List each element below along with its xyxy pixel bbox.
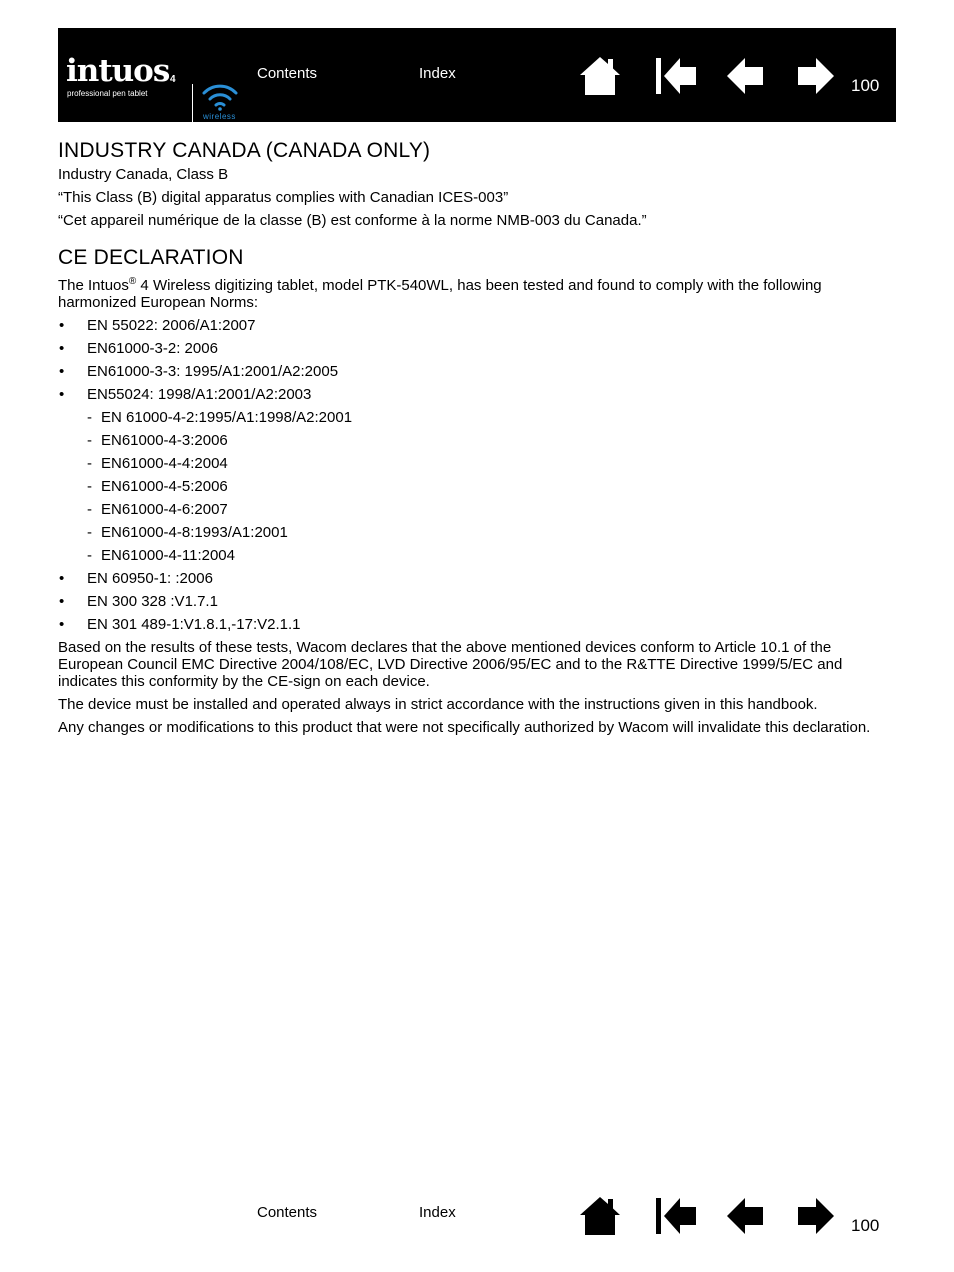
logo-version: 4 [170, 74, 176, 85]
sub-list-item: - EN61000-4-11:2004 [87, 547, 898, 564]
list-item: • EN61000-3-3: 1995/A1:2001/A2:2005 [58, 363, 898, 380]
registered-mark: ® [128, 276, 137, 287]
list-item: • EN61000-3-2: 2006 [58, 340, 898, 357]
footer-home-icon[interactable] [578, 1195, 622, 1237]
next-page-icon[interactable] [796, 55, 840, 97]
section-title-industry-canada: INDUSTRY CANADA (CANADA ONLY) [58, 139, 431, 162]
index-link[interactable]: Index [419, 65, 456, 82]
sub-list-item: - EN 61000-4-2:1995/A1:1998/A2:2001 [87, 409, 898, 426]
contents-link[interactable]: Contents [257, 65, 318, 82]
paragraph: Based on the results of these tests, Wacom declares that the above mentioned devices conform to Article 10.1 of the European Council EMC Directive 2004/108/EC, LVD Directive 2006/95/EC and to the R&TTE Directive 1999/5/EC and indicates this conformity by the CE-sign on each device. [58, 639, 843, 690]
sub-norms-list [87, 409, 898, 564]
footer-nav [58, 1190, 896, 1240]
page-number: 100 [851, 76, 880, 95]
footer-index-link[interactable]: Index [419, 1204, 456, 1221]
main-content [58, 138, 898, 736]
first-page-icon[interactable] [654, 55, 698, 97]
sub-list-item: - EN61000-4-6:2007 [87, 501, 898, 518]
sub-list-item: - EN61000-4-5:2006 [87, 478, 898, 495]
footer-next-page-icon[interactable] [796, 1195, 840, 1237]
footer-previous-page-icon[interactable] [725, 1195, 769, 1237]
footer-page-number: 100 [851, 1216, 880, 1235]
paragraph: “This Class (B) digital apparatus complies with Canadian ICES-003” [58, 189, 509, 206]
logo-wireless-label: wireless [203, 112, 236, 121]
norms-list [58, 317, 898, 633]
intro-text: 4 Wireless digitizing tablet, model PTK-540WL, has been tested and found to comply with the following harmonized European Norms: [58, 277, 822, 311]
sub-list-item: - EN61000-4-8:1993/A1:2001 [87, 524, 898, 541]
footer-first-page-icon[interactable] [654, 1195, 698, 1237]
ce-intro-paragraph [58, 277, 898, 311]
logo-wordmark: intuos [66, 53, 170, 89]
list-item: • EN 60950-1: :2006 [58, 570, 898, 587]
intuos-logo [66, 53, 236, 121]
intro-text: The Intuos [58, 277, 129, 294]
home-icon[interactable] [578, 55, 622, 97]
sub-list-item: - EN61000-4-4:2004 [87, 455, 898, 472]
paragraph: “Cet appareil numérique de la classe (B) est conforme à la norme NMB-003 du Canada.” [58, 212, 647, 229]
paragraph: The device must be installed and operated always in strict accordance with the instructions given in this handbook. [58, 696, 818, 713]
logo-tagline: professional pen tablet [67, 89, 148, 98]
list-item: • EN 301 489-1:V1.8.1,-17:V2.1.1 [58, 616, 898, 633]
paragraph: Any changes or modifications to this product that were not specifically authorized by Wacom will invalidate this declaration. [58, 719, 871, 736]
logo-divider [192, 84, 193, 122]
wireless-icon [200, 81, 240, 111]
previous-page-icon[interactable] [725, 55, 769, 97]
footer-contents-link[interactable]: Contents [257, 1204, 318, 1221]
header-bar [58, 28, 896, 122]
sub-list-item: - EN61000-4-3:2006 [87, 432, 898, 449]
list-item-text: EN55024: 1998/A1:2001/A2:2003 [87, 386, 312, 403]
paragraph: Industry Canada, Class B [58, 166, 229, 183]
list-item: • EN 300 328 :V1.7.1 [58, 593, 898, 610]
list-item-with-subitems [58, 386, 898, 564]
list-item: • EN 55022: 2006/A1:2007 [58, 317, 898, 334]
section-title-ce-declaration: CE DECLARATION [58, 246, 244, 269]
